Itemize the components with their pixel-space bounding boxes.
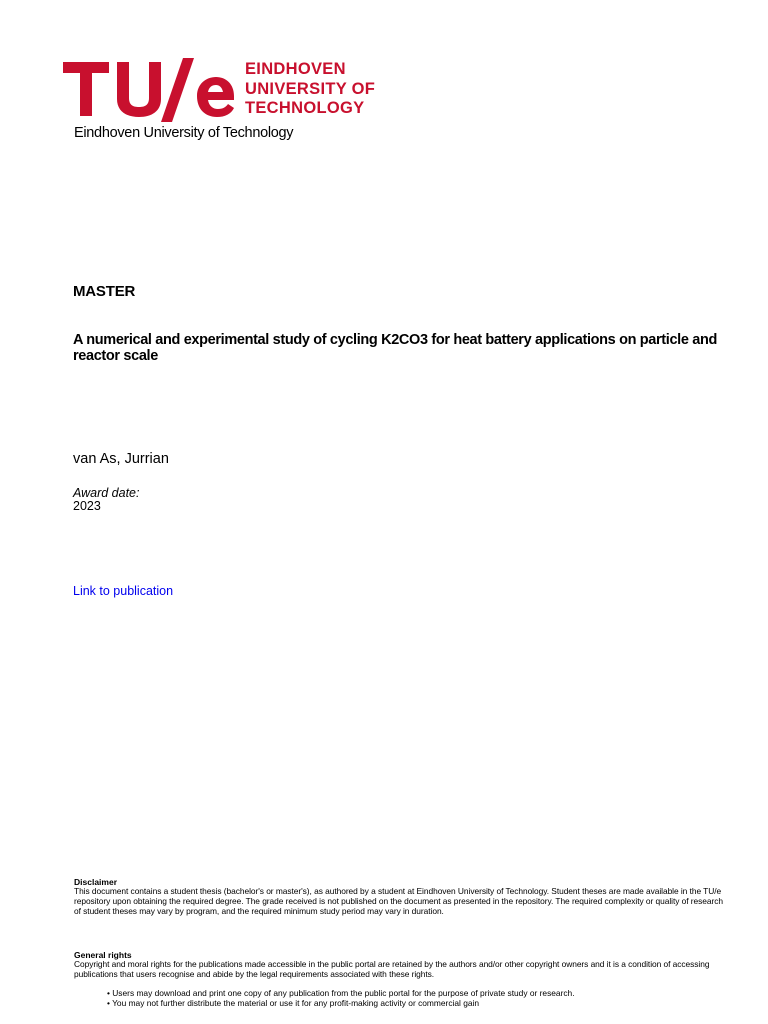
disclaimer-text: This document contains a student thesis (bachelor's or master's), as authored by a student at Eindhoven University of Technology. Student theses are made available in the TU/e repository upon obtaining the required degree. The grade received is not published on the document as presented in the repository. The required complexity or quality of research of student theses may vary by program, and the required minimum study period may vary in duration. <box>74 886 723 916</box>
award-date-label: Award date: <box>73 486 140 500</box>
list-item: • Users may download and print one copy of any publication from the public portal for the purpose of private study or research. <box>107 988 575 998</box>
tue-logo-words <box>245 60 375 119</box>
logo-word-line: EINDHOVEN <box>245 60 346 78</box>
link-to-publication[interactable]: Link to publication <box>73 584 174 598</box>
thesis-title: A numerical and experimental study of cycling K2CO3 for heat battery applications on particle and reactor scale <box>73 332 717 364</box>
general-rights-text: Copyright and moral rights for the publications made accessible in the public portal are retained by the authors and/or other copyright owners and it is a condition of accessing publications that users recognise and abide by the legal requirements associated with these rights. <box>74 959 710 979</box>
disclaimer-heading: Disclaimer <box>74 877 117 887</box>
document-type: MASTER <box>73 283 136 300</box>
tue-logo-mark <box>63 58 239 122</box>
general-rights-heading: General rights <box>74 950 132 960</box>
institution-name: Eindhoven University of Technology <box>74 125 294 141</box>
logo-word-line: TECHNOLOGY <box>245 99 365 117</box>
author-name: van As, Jurrian <box>73 451 169 467</box>
rights-bullet-list <box>107 988 575 1008</box>
logo-word-line: UNIVERSITY OF <box>245 79 376 98</box>
tue-logo <box>63 58 383 122</box>
list-item: • You may not further distribute the material or use it for any profit-making activity or commercial gain <box>107 998 480 1008</box>
award-date-value: 2023 <box>73 499 101 513</box>
